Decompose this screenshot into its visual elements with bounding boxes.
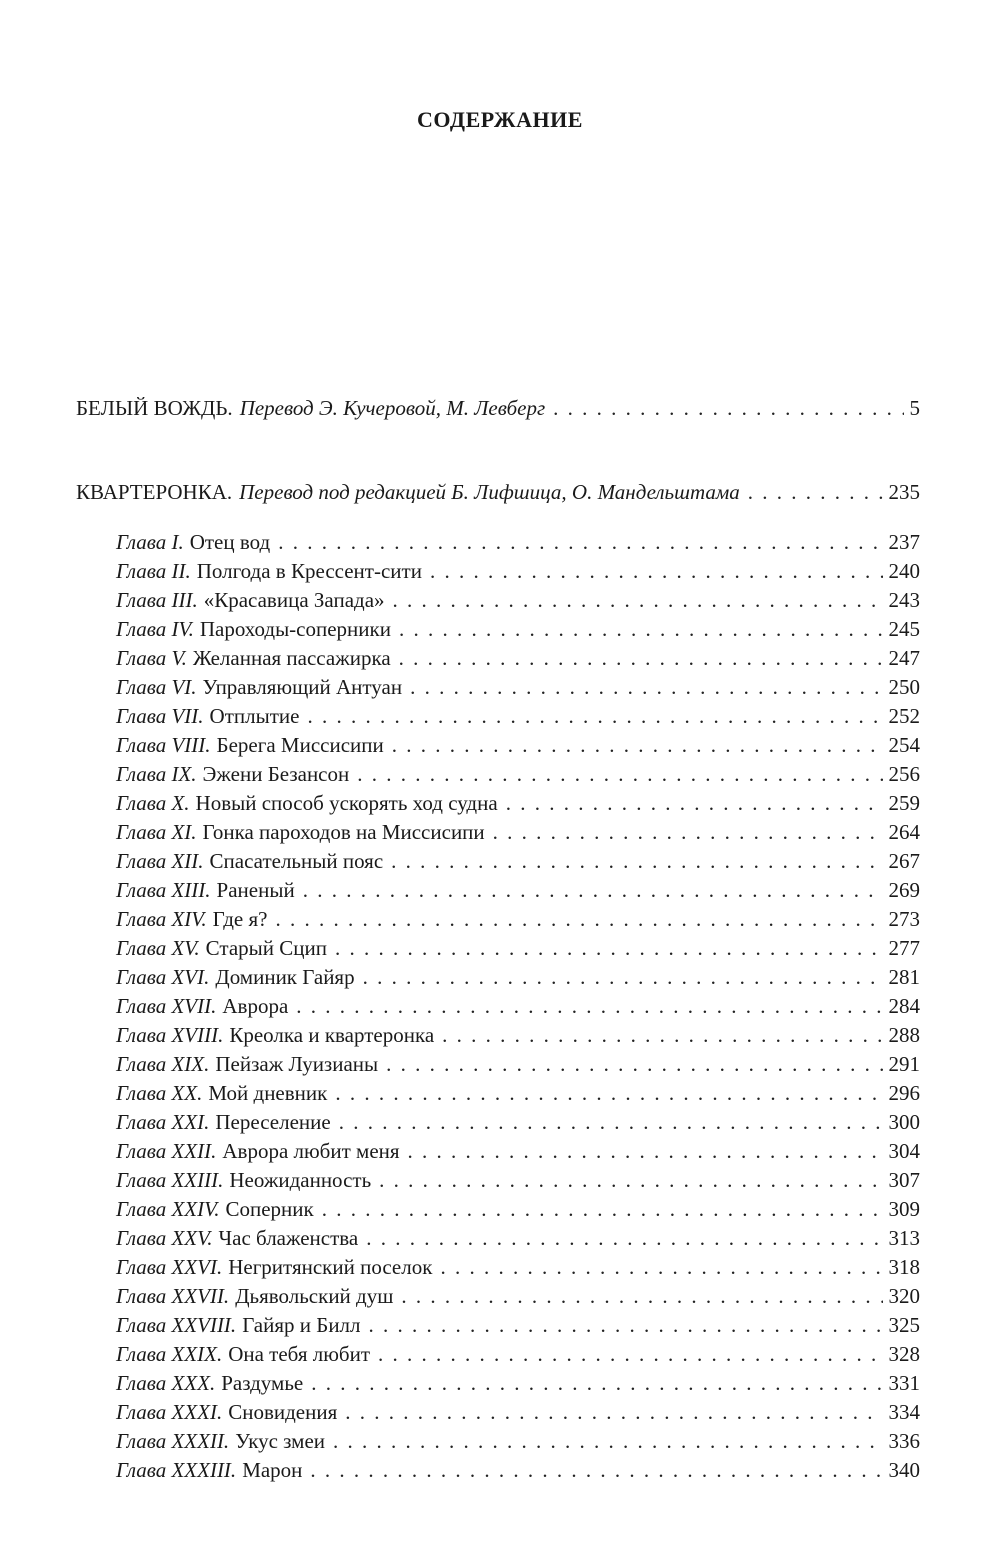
chapter-name: Сновидения bbox=[228, 1400, 338, 1424]
page-number: 277 bbox=[888, 936, 920, 960]
chapter-label: Глава VI. bbox=[116, 675, 197, 699]
page-number: 273 bbox=[888, 907, 920, 931]
chapter-label: Глава XXIII. bbox=[116, 1168, 224, 1192]
dot-leader bbox=[366, 1226, 882, 1251]
chapter-label: Глава XXI. bbox=[116, 1110, 210, 1134]
dot-leader bbox=[335, 1081, 882, 1106]
chapter-label: Глава XXIV. bbox=[116, 1197, 220, 1221]
toc-chapter-entry bbox=[116, 1052, 920, 1081]
page-number: 281 bbox=[888, 965, 920, 989]
toc-chapter-entry bbox=[116, 646, 920, 675]
page-number: 267 bbox=[888, 849, 920, 873]
chapter-label: Глава XVI. bbox=[116, 965, 210, 989]
chapter-name: Неожиданность bbox=[229, 1168, 372, 1192]
dot-leader bbox=[369, 1313, 883, 1338]
page-number: 269 bbox=[888, 878, 920, 902]
chapter-label: Глава VIII. bbox=[116, 733, 211, 757]
toc-chapter-entry bbox=[116, 878, 920, 907]
page-title: СОДЕРЖАНИЕ bbox=[417, 107, 583, 132]
dot-leader bbox=[322, 1197, 883, 1222]
toc-work-entry bbox=[76, 396, 920, 426]
dot-leader bbox=[410, 675, 882, 700]
chapter-name: Отец вод bbox=[189, 530, 271, 554]
page-number: 300 bbox=[888, 1110, 920, 1134]
chapter-name: Раздумье bbox=[221, 1371, 304, 1395]
chapter-label: Глава III. bbox=[116, 588, 198, 612]
chapter-label: Глава XVIII. bbox=[116, 1023, 224, 1047]
toc-chapter-entry bbox=[116, 617, 920, 646]
page-number: 245 bbox=[888, 617, 920, 641]
dot-leader bbox=[307, 704, 882, 729]
chapter-label: Глава IV. bbox=[116, 617, 194, 641]
page-number: 259 bbox=[888, 791, 920, 815]
dot-leader bbox=[275, 907, 882, 932]
toc-chapter-entry bbox=[116, 1429, 920, 1458]
chapter-name: Спасательный пояс bbox=[209, 849, 384, 873]
page-number: 237 bbox=[888, 530, 920, 554]
toc-chapter-entry bbox=[116, 820, 920, 849]
chapter-label: Глава XIV. bbox=[116, 907, 207, 931]
chapter-name: Гайяр и Билл bbox=[242, 1313, 361, 1337]
chapter-name: Укус змеи bbox=[235, 1429, 326, 1453]
chapter-label: Глава XXIX. bbox=[116, 1342, 223, 1366]
chapter-label: Глава X. bbox=[116, 791, 190, 815]
chapter-label: Глава XV. bbox=[116, 936, 200, 960]
chapter-name: Марон bbox=[242, 1458, 303, 1482]
chapter-label: Глава XXVIII. bbox=[116, 1313, 237, 1337]
chapter-label: Глава XIX. bbox=[116, 1052, 210, 1076]
dot-leader bbox=[408, 1139, 883, 1164]
toc-chapter-entry bbox=[116, 936, 920, 965]
dot-leader bbox=[296, 994, 882, 1019]
chapter-name: Переселение bbox=[215, 1110, 331, 1134]
chapter-label: Глава V. bbox=[116, 646, 187, 670]
dot-leader bbox=[440, 1255, 882, 1280]
chapter-name: Доминик Гайяр bbox=[215, 965, 355, 989]
dot-leader bbox=[391, 849, 882, 874]
page-number: 288 bbox=[888, 1023, 920, 1047]
chapter-name: Мой дневник bbox=[208, 1081, 328, 1105]
toc-chapter-entry bbox=[116, 1400, 920, 1429]
toc-chapter-entry bbox=[116, 849, 920, 878]
page-number: 243 bbox=[888, 588, 920, 612]
toc-chapter-entry bbox=[116, 1313, 920, 1342]
page-number: 252 bbox=[888, 704, 920, 728]
chapter-name: Креолка и квартеронка bbox=[229, 1023, 435, 1047]
work-translator: Перевод под редакцией Б. Лифшица, О. Мандельштама bbox=[239, 480, 740, 504]
chapter-label: Глава XXXIII. bbox=[116, 1458, 237, 1482]
chapter-label: Глава VII. bbox=[116, 704, 204, 728]
page-number: 320 bbox=[888, 1284, 920, 1308]
chapter-label: Глава XXV. bbox=[116, 1226, 213, 1250]
dot-leader bbox=[345, 1400, 882, 1425]
page-number: 313 bbox=[888, 1226, 920, 1250]
toc-chapter-entry bbox=[116, 530, 920, 559]
dot-leader bbox=[553, 396, 903, 421]
chapter-label: Глава I. bbox=[116, 530, 184, 554]
chapter-label: Глава XII. bbox=[116, 849, 204, 873]
chapter-name: Отплытие bbox=[209, 704, 300, 728]
toc-chapter-entry bbox=[116, 1110, 920, 1139]
chapter-name: Раненый bbox=[216, 878, 295, 902]
page-number: 256 bbox=[888, 762, 920, 786]
page-number: 328 bbox=[888, 1342, 920, 1366]
dot-leader bbox=[310, 1458, 882, 1483]
chapter-name: Желанная пассажирка bbox=[192, 646, 391, 670]
toc-chapter-entry bbox=[116, 1023, 920, 1052]
dot-leader bbox=[379, 1168, 882, 1193]
dot-leader bbox=[506, 791, 883, 816]
toc-chapter-entry bbox=[116, 1458, 920, 1487]
dot-leader bbox=[357, 762, 882, 787]
chapter-label: Глава XVII. bbox=[116, 994, 217, 1018]
chapter-name: Негритянский поселок bbox=[228, 1255, 433, 1279]
dot-leader bbox=[399, 617, 883, 642]
chapter-label: Глава XIII. bbox=[116, 878, 211, 902]
chapter-name: Полгода в Крессент-сити bbox=[196, 559, 422, 583]
page-number: 264 bbox=[888, 820, 920, 844]
chapter-name: Берега Миссисипи bbox=[216, 733, 384, 757]
chapter-name: «Красавица Запада» bbox=[203, 588, 385, 612]
chapter-label: Глава XXXII. bbox=[116, 1429, 230, 1453]
page-number: 340 bbox=[888, 1458, 920, 1482]
page-number: 296 bbox=[888, 1081, 920, 1105]
toc-chapter-entry bbox=[116, 1139, 920, 1168]
page-number: 291 bbox=[888, 1052, 920, 1076]
chapter-label: Глава XXVII. bbox=[116, 1284, 230, 1308]
toc-chapter-entry bbox=[116, 1226, 920, 1255]
dot-leader bbox=[442, 1023, 882, 1048]
dot-leader bbox=[303, 878, 883, 903]
page-number: 250 bbox=[888, 675, 920, 699]
toc-chapter-entry bbox=[116, 1284, 920, 1313]
dot-leader bbox=[392, 733, 883, 758]
chapter-name: Дьявольский душ bbox=[235, 1284, 394, 1308]
toc-chapter-entry bbox=[116, 1197, 920, 1226]
dot-leader bbox=[311, 1371, 882, 1396]
dot-leader bbox=[748, 480, 883, 505]
chapter-name: Новый способ ускорять ход судна bbox=[195, 791, 498, 815]
toc-chapter-entry bbox=[116, 791, 920, 820]
page-number: 334 bbox=[888, 1400, 920, 1424]
work-translator: Перевод Э. Кучеровой, М. Левберг bbox=[239, 396, 546, 420]
chapter-name: Аврора bbox=[222, 994, 289, 1018]
dot-leader bbox=[386, 1052, 882, 1077]
toc-work-entry bbox=[76, 480, 920, 510]
toc-chapter-entry bbox=[116, 965, 920, 994]
toc-chapter-entry bbox=[116, 1168, 920, 1197]
chapter-name: Пейзаж Луизианы bbox=[215, 1052, 379, 1076]
work-title: КВАРТЕРОНКА. bbox=[76, 480, 233, 504]
dot-leader bbox=[378, 1342, 882, 1367]
page-number: 304 bbox=[888, 1139, 920, 1163]
chapter-name: Пароходы-соперники bbox=[199, 617, 391, 641]
dot-leader bbox=[333, 1429, 882, 1454]
dot-leader bbox=[399, 646, 883, 671]
dot-leader bbox=[430, 559, 883, 584]
page-number: 235 bbox=[888, 480, 920, 504]
dot-leader bbox=[278, 530, 882, 555]
chapter-label: Глава XI. bbox=[116, 820, 197, 844]
toc-chapter-entry bbox=[116, 1371, 920, 1400]
toc-chapter-entry bbox=[116, 704, 920, 733]
chapter-label: Глава II. bbox=[116, 559, 191, 583]
chapter-label: Глава XXVI. bbox=[116, 1255, 223, 1279]
chapter-name: Час блаженства bbox=[218, 1226, 359, 1250]
toc-chapter-entry bbox=[116, 1342, 920, 1371]
dot-leader bbox=[339, 1110, 883, 1135]
toc-chapter-entry bbox=[116, 762, 920, 791]
dot-leader bbox=[363, 965, 883, 990]
page-number: 254 bbox=[888, 733, 920, 757]
chapter-label: Глава IX. bbox=[116, 762, 197, 786]
chapter-name: Она тебя любит bbox=[228, 1342, 371, 1366]
dot-leader bbox=[393, 588, 883, 613]
toc-chapter-entry bbox=[116, 907, 920, 936]
page-number: 5 bbox=[909, 396, 920, 420]
chapter-label: Глава XX. bbox=[116, 1081, 203, 1105]
page-number: 318 bbox=[888, 1255, 920, 1279]
toc-chapter-entry bbox=[116, 675, 920, 704]
page-number: 307 bbox=[888, 1168, 920, 1192]
work-title: БЕЛЫЙ ВОЖДЬ. bbox=[76, 396, 233, 420]
toc-chapter-entry bbox=[116, 588, 920, 617]
chapter-name: Аврора любит меня bbox=[222, 1139, 400, 1163]
chapter-name: Гонка пароходов на Миссисипи bbox=[202, 820, 485, 844]
toc-chapter-entry bbox=[116, 733, 920, 762]
toc-chapter-entry bbox=[116, 1081, 920, 1110]
dot-leader bbox=[335, 936, 883, 961]
page-number: 331 bbox=[888, 1371, 920, 1395]
page-number: 309 bbox=[888, 1197, 920, 1221]
page-number: 240 bbox=[888, 559, 920, 583]
chapter-name: Соперник bbox=[225, 1197, 314, 1221]
page-number: 284 bbox=[888, 994, 920, 1018]
dot-leader bbox=[401, 1284, 882, 1309]
dot-leader bbox=[493, 820, 883, 845]
toc-chapter-entry bbox=[116, 1255, 920, 1284]
toc-chapter-entry bbox=[116, 994, 920, 1023]
chapter-label: Глава XXXI. bbox=[116, 1400, 223, 1424]
chapter-name: Старый Сцип bbox=[205, 936, 327, 960]
chapter-label: Глава XXII. bbox=[116, 1139, 217, 1163]
chapter-label: Глава XXX. bbox=[116, 1371, 216, 1395]
page-number: 336 bbox=[888, 1429, 920, 1453]
chapter-name: Эжени Безансон bbox=[202, 762, 350, 786]
page-number: 247 bbox=[888, 646, 920, 670]
toc-chapter-entry bbox=[116, 559, 920, 588]
chapter-name: Где я? bbox=[212, 907, 268, 931]
page-number: 325 bbox=[888, 1313, 920, 1337]
chapter-name: Управляющий Антуан bbox=[202, 675, 403, 699]
